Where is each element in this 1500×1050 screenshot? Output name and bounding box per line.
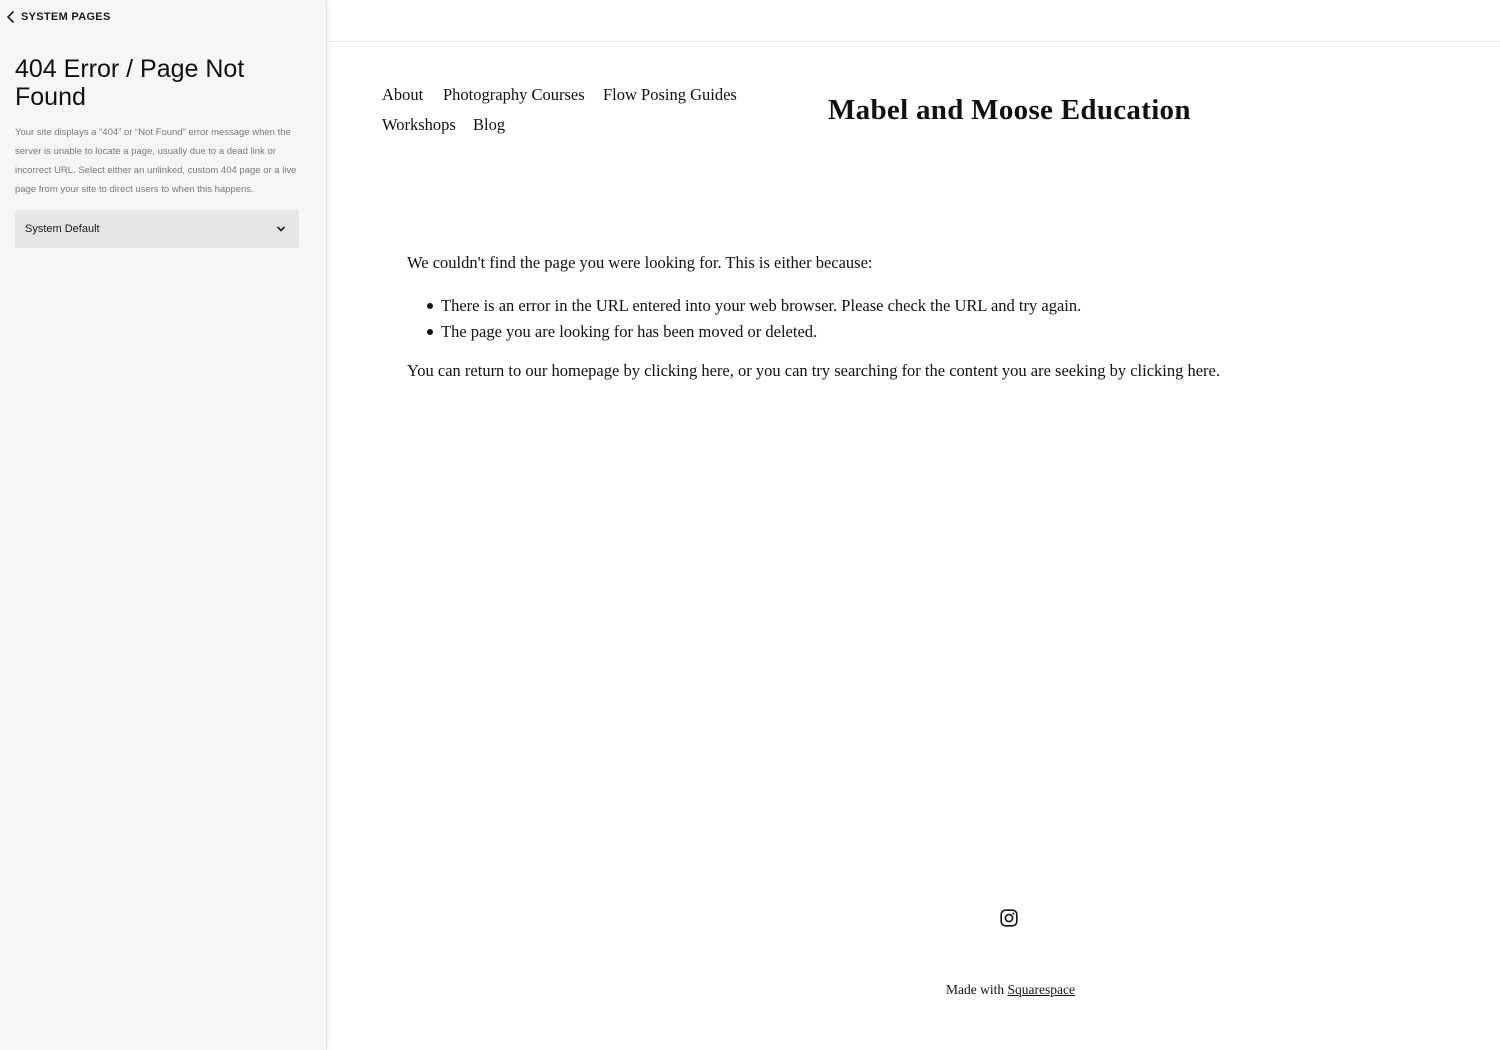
bullet-dot <box>427 303 433 309</box>
bullet-dot <box>427 329 433 335</box>
system-pages-panel <box>0 0 327 1050</box>
return-prefix: You can return to our homepage by <box>407 361 645 380</box>
nav-link-photography-courses[interactable]: Photography Courses <box>443 85 585 104</box>
squarespace-link[interactable]: Squarespace <box>1007 982 1075 997</box>
not-found-message <box>407 252 1287 382</box>
panel-title: 404 Error / Page Not Found <box>15 55 245 111</box>
back-to-system-pages-link[interactable] <box>5 9 111 25</box>
reason-text: The page you are looking for has been moved or deleted. <box>441 322 818 341</box>
nav-link-flow-posing-guides[interactable]: Flow Posing Guides <box>603 85 737 104</box>
panel-description: Your site displays a “404” or “Not Found” error message when the server is unable to locate a page, usually due to a dead link or incorrect URL. Select either an unlinked, custom 404 page or a live page from your site to direct users to when this happens. <box>15 127 297 195</box>
nav-link-workshops[interactable]: Workshops <box>382 115 456 134</box>
search-link[interactable]: clicking here <box>1130 361 1216 380</box>
list-item <box>427 321 1287 343</box>
footer-text: Made with <box>946 982 1008 997</box>
preview-top-divider <box>328 41 1500 42</box>
reason-text: There is an error in the URL entered into your web browser. Please check the URL and try again. <box>441 296 1082 315</box>
site-preview <box>328 0 1500 1050</box>
intro-text: We couldn't find the page you were looking for. This is either because: <box>407 253 873 272</box>
select-value: System Default <box>25 223 100 235</box>
list-item <box>427 295 1287 317</box>
nav-link-about[interactable]: About <box>382 85 424 104</box>
site-title[interactable]: Mabel and Moose Education <box>828 94 1191 126</box>
chevron-left-icon <box>5 9 17 25</box>
reasons-list <box>407 295 1287 343</box>
return-text <box>407 360 1287 382</box>
homepage-link[interactable]: clicking here <box>644 361 730 380</box>
return-middle: , or you can try searching for the content you are seeking by <box>729 361 1131 380</box>
back-link-label: SYSTEM PAGES <box>21 11 111 23</box>
404-page-select[interactable] <box>15 210 299 248</box>
nav-link-blog[interactable]: Blog <box>473 115 506 134</box>
return-suffix: . <box>1215 361 1220 380</box>
site-footer <box>946 982 1075 998</box>
chevron-down-icon <box>276 224 286 234</box>
instagram-icon[interactable] <box>1000 909 1018 927</box>
